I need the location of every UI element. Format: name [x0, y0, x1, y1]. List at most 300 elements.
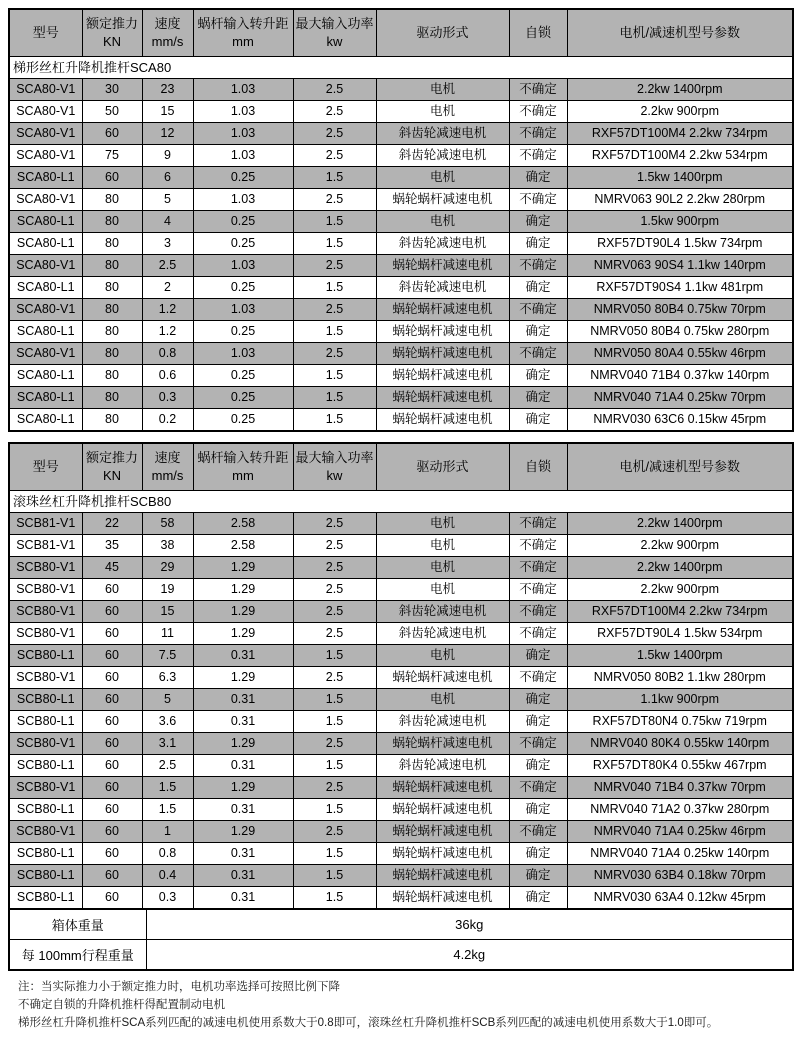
table-cell: 确定: [509, 365, 567, 387]
table-cell: SCA80-V1: [9, 189, 82, 211]
table-cell: SCB80-L1: [9, 865, 82, 887]
table-cell: 0.8: [142, 343, 193, 365]
table-cell: 2.5: [293, 189, 376, 211]
table-cell: 1.2: [142, 299, 193, 321]
table-cell: 确定: [509, 167, 567, 189]
table-cell: SCA80-L1: [9, 233, 82, 255]
table-cell: 电机: [376, 513, 509, 535]
table-cell: 1.5: [293, 865, 376, 887]
table-cell: 不确定: [509, 101, 567, 123]
table-cell: 不确定: [509, 255, 567, 277]
sca80-table-body: [9, 79, 793, 432]
table-cell: 确定: [509, 689, 567, 711]
table-cell: 1.29: [193, 601, 293, 623]
table-cell: 1.03: [193, 299, 293, 321]
table-row: [9, 189, 793, 211]
table-cell: NMRV040 71A2 0.37kw 280rpm: [567, 799, 793, 821]
table-cell: SCA80-V1: [9, 255, 82, 277]
table-row: [9, 387, 793, 409]
column-unit: KN: [102, 34, 122, 49]
table-row: [9, 145, 793, 167]
table-cell: 60: [82, 623, 142, 645]
table-cell: 1.1kw 900rpm: [567, 689, 793, 711]
table-cell: 3: [142, 233, 193, 255]
table-cell: 0.25: [193, 321, 293, 343]
table-cell: 蜗轮蜗杆减速电机: [376, 321, 509, 343]
table-cell: 0.31: [193, 843, 293, 865]
column-header-motor-params: [567, 443, 793, 491]
table-cell: 蜗轮蜗杆减速电机: [376, 667, 509, 689]
table-cell: 2.5: [293, 123, 376, 145]
table-row: [9, 755, 793, 777]
table-cell: 确定: [509, 233, 567, 255]
table-cell: 0.25: [193, 233, 293, 255]
table-cell: 1.03: [193, 101, 293, 123]
table-cell: 80: [82, 255, 142, 277]
column-title: 蜗杆输入转升距: [197, 16, 289, 31]
table-cell: 2.58: [193, 513, 293, 535]
table-cell: 2: [142, 277, 193, 299]
table-cell: 电机: [376, 101, 509, 123]
table-cell: SCA80-L1: [9, 409, 82, 432]
table-cell: 6.3: [142, 667, 193, 689]
column-unit: mm/s: [151, 468, 184, 483]
table-cell: RXF57DT80N4 0.75kw 719rpm: [567, 711, 793, 733]
table-cell: SCA80-L1: [9, 321, 82, 343]
table-cell: 80: [82, 211, 142, 233]
stroke-weight-label: 每 100mm行程重量: [9, 940, 146, 971]
table-row: [9, 909, 793, 940]
table-cell: 60: [82, 579, 142, 601]
column-header-drive-type: [376, 9, 509, 57]
table-row: [9, 557, 793, 579]
table-cell: 斜齿轮减速电机: [376, 145, 509, 167]
table-row: [9, 645, 793, 667]
table-cell: 1.2: [142, 321, 193, 343]
table-cell: 60: [82, 667, 142, 689]
table-cell: 电机: [376, 167, 509, 189]
table-cell: SCA80-V1: [9, 343, 82, 365]
column-unit: mm/s: [151, 34, 184, 49]
table-cell: 5: [142, 689, 193, 711]
column-header-self-lock: [509, 9, 567, 57]
section-title-sca80: 梯形丝杠升降机推杆SCA80: [9, 57, 793, 79]
table-cell: 60: [82, 821, 142, 843]
table-cell: SCB80-L1: [9, 799, 82, 821]
column-title: 电机/减速机型号参数: [619, 25, 741, 40]
column-title: 速度: [154, 16, 181, 31]
table-cell: 19: [142, 579, 193, 601]
table-cell: 3.6: [142, 711, 193, 733]
table-cell: 6: [142, 167, 193, 189]
table-cell: 1.5: [142, 777, 193, 799]
table-cell: 80: [82, 277, 142, 299]
table-cell: 2.5: [142, 255, 193, 277]
table-cell: 斜齿轮减速电机: [376, 755, 509, 777]
table-cell: 60: [82, 887, 142, 910]
table-cell: 蜗轮蜗杆减速电机: [376, 365, 509, 387]
table-cell: 电机: [376, 211, 509, 233]
table-cell: 不确定: [509, 601, 567, 623]
table-cell: 2.5: [293, 557, 376, 579]
table-cell: 电机: [376, 579, 509, 601]
table-cell: 0.3: [142, 887, 193, 910]
column-unit: mm: [232, 468, 254, 483]
table-cell: 确定: [509, 711, 567, 733]
table-cell: 1.5: [293, 409, 376, 432]
table-cell: 2.5: [293, 513, 376, 535]
table-cell: 1.5: [293, 365, 376, 387]
column-header-speed: [142, 9, 193, 57]
column-header-speed: [142, 443, 193, 491]
table-cell: 0.31: [193, 755, 293, 777]
table-cell: NMRV040 71B4 0.37kw 140rpm: [567, 365, 793, 387]
table-row: [9, 821, 793, 843]
table-cell: 2.5: [293, 667, 376, 689]
section-title-scb80: 滚珠丝杠升降机推杆SCB80: [9, 491, 793, 513]
table-cell: 1.5kw 1400rpm: [567, 167, 793, 189]
table-cell: 确定: [509, 865, 567, 887]
table-cell: 0.25: [193, 365, 293, 387]
column-header-worm-lift: [193, 9, 293, 57]
table-cell: 0.31: [193, 689, 293, 711]
table-cell: 60: [82, 689, 142, 711]
table-cell: 60: [82, 645, 142, 667]
table-cell: 1.5: [293, 799, 376, 821]
table-cell: RXF57DT100M4 2.2kw 534rpm: [567, 145, 793, 167]
table-cell: 1.5: [293, 321, 376, 343]
table-cell: 电机: [376, 79, 509, 101]
table-cell: 45: [82, 557, 142, 579]
table-cell: 22: [82, 513, 142, 535]
table-row: [9, 365, 793, 387]
column-header-self-lock: [509, 443, 567, 491]
table-cell: 0.6: [142, 365, 193, 387]
column-title: 型号: [32, 459, 59, 474]
table-cell: 80: [82, 233, 142, 255]
column-title: 速度: [154, 450, 181, 465]
table-cell: 80: [82, 365, 142, 387]
column-header-model: [9, 443, 82, 491]
box-weight-value: 36kg: [146, 909, 793, 940]
table-cell: 2.5: [142, 755, 193, 777]
table-cell: SCB80-V1: [9, 579, 82, 601]
table-cell: 2.2kw 900rpm: [567, 101, 793, 123]
table-cell: 60: [82, 777, 142, 799]
table-cell: 不确定: [509, 299, 567, 321]
table-cell: 0.4: [142, 865, 193, 887]
table-cell: NMRV050 80B4 0.75kw 280rpm: [567, 321, 793, 343]
table-cell: 1.03: [193, 189, 293, 211]
table-cell: 2.5: [293, 623, 376, 645]
table-cell: 1.5kw 1400rpm: [567, 645, 793, 667]
table-cell: 1.29: [193, 777, 293, 799]
table-cell: 2.2kw 1400rpm: [567, 513, 793, 535]
table-row: [9, 321, 793, 343]
column-unit: kw: [326, 34, 343, 49]
table-cell: 1: [142, 821, 193, 843]
table-cell: 电机: [376, 535, 509, 557]
header-row: [9, 443, 793, 491]
table-cell: 2.5: [293, 79, 376, 101]
table-cell: 不确定: [509, 79, 567, 101]
table-cell: 12: [142, 123, 193, 145]
table-cell: SCB81-V1: [9, 513, 82, 535]
table-row: [9, 299, 793, 321]
table-cell: 80: [82, 409, 142, 432]
table-cell: 38: [142, 535, 193, 557]
table-cell: 不确定: [509, 123, 567, 145]
table-row: [9, 579, 793, 601]
table-cell: 2.5: [293, 535, 376, 557]
table-cell: SCB80-L1: [9, 843, 82, 865]
table-row: [9, 799, 793, 821]
table-row: [9, 623, 793, 645]
table-cell: 不确定: [509, 667, 567, 689]
table-row: [9, 865, 793, 887]
column-header-drive-type: [376, 443, 509, 491]
table-cell: 0.25: [193, 387, 293, 409]
table-cell: 0.31: [193, 799, 293, 821]
table-cell: 斜齿轮减速电机: [376, 623, 509, 645]
table-cell: 电机: [376, 645, 509, 667]
column-header-rated-thrust: [82, 9, 142, 57]
table-cell: 不确定: [509, 145, 567, 167]
table-cell: RXF57DT100M4 2.2kw 734rpm: [567, 123, 793, 145]
table-cell: SCB80-V1: [9, 601, 82, 623]
section-title-row: [9, 491, 793, 513]
table-cell: 1.29: [193, 557, 293, 579]
table-cell: 蜗轮蜗杆减速电机: [376, 343, 509, 365]
table-cell: 60: [82, 865, 142, 887]
table-cell: 2.5: [293, 601, 376, 623]
table-cell: 75: [82, 145, 142, 167]
table-cell: 确定: [509, 211, 567, 233]
table-cell: SCA80-L1: [9, 387, 82, 409]
table-cell: 确定: [509, 887, 567, 910]
table-cell: 不确定: [509, 343, 567, 365]
column-title: 额定推力: [85, 450, 138, 465]
table-cell: 不确定: [509, 557, 567, 579]
table-cell: 29: [142, 557, 193, 579]
table-cell: RXF57DT90L4 1.5kw 734rpm: [567, 233, 793, 255]
table-row: [9, 101, 793, 123]
table-cell: SCB80-L1: [9, 711, 82, 733]
table-cell: 1.29: [193, 821, 293, 843]
table-cell: 2.5: [293, 343, 376, 365]
table-cell: 0.8: [142, 843, 193, 865]
table-cell: 蜗轮蜗杆减速电机: [376, 887, 509, 910]
table-cell: SCA80-L1: [9, 365, 82, 387]
table-cell: 2.2kw 1400rpm: [567, 557, 793, 579]
table-cell: 0.3: [142, 387, 193, 409]
table-cell: 确定: [509, 843, 567, 865]
table-cell: 2.2kw 1400rpm: [567, 79, 793, 101]
table-row: [9, 667, 793, 689]
table-cell: 蜗轮蜗杆减速电机: [376, 189, 509, 211]
table-cell: 60: [82, 733, 142, 755]
table-cell: 1.29: [193, 667, 293, 689]
table-cell: NMRV030 63B4 0.18kw 70rpm: [567, 865, 793, 887]
table-cell: 1.5: [293, 689, 376, 711]
table-cell: 2.5: [293, 101, 376, 123]
table-cell: SCB80-V1: [9, 777, 82, 799]
table-cell: NMRV040 80K4 0.55kw 140rpm: [567, 733, 793, 755]
table-cell: RXF57DT80K4 0.55kw 467rpm: [567, 755, 793, 777]
table-cell: 1.03: [193, 343, 293, 365]
table-cell: 58: [142, 513, 193, 535]
table-row: [9, 211, 793, 233]
table-cell: 30: [82, 79, 142, 101]
table-cell: 1.5: [142, 799, 193, 821]
table-cell: 1.03: [193, 123, 293, 145]
table-row: [9, 255, 793, 277]
column-unit: KN: [102, 468, 122, 483]
table-cell: 斜齿轮减速电机: [376, 123, 509, 145]
note-line-3: 梯形丝杠升降机推杆SCA系列匹配的减速电机使用系数大于0.8即可，滚珠丝杠升降机推杆SCB系列匹配的减速电机使用系数大于1.0即可。: [18, 1017, 719, 1029]
table-cell: NMRV063 90L2 2.2kw 280rpm: [567, 189, 793, 211]
table-cell: SCB80-V1: [9, 667, 82, 689]
note-line-2: 不确定自锁的升降机推杆得配置制动电机: [18, 999, 225, 1011]
table-row: [9, 343, 793, 365]
table-cell: SCB80-L1: [9, 645, 82, 667]
column-title: 额定推力: [85, 16, 138, 31]
table-cell: 1.29: [193, 579, 293, 601]
table-cell: 2.5: [293, 255, 376, 277]
table-cell: 确定: [509, 409, 567, 432]
column-title: 自锁: [524, 459, 551, 474]
table-cell: 2.5: [293, 777, 376, 799]
table-cell: 1.5: [293, 211, 376, 233]
table-cell: SCA80-L1: [9, 167, 82, 189]
table-cell: 7.5: [142, 645, 193, 667]
table-cell: 不确定: [509, 821, 567, 843]
table-cell: 60: [82, 799, 142, 821]
table-cell: 80: [82, 343, 142, 365]
stroke-weight-value: 4.2kg: [146, 940, 793, 971]
column-title: 驱动形式: [416, 459, 469, 474]
table-cell: 0.25: [193, 277, 293, 299]
table-cell: 0.31: [193, 645, 293, 667]
column-title: 型号: [32, 25, 59, 40]
table-cell: 2.5: [293, 579, 376, 601]
table-cell: 15: [142, 601, 193, 623]
table-row: [9, 513, 793, 535]
column-header-max-power: [293, 443, 376, 491]
table-cell: 60: [82, 601, 142, 623]
table-cell: 1.5: [293, 887, 376, 910]
table-cell: SCB80-L1: [9, 887, 82, 910]
table-cell: RXF57DT90L4 1.5kw 534rpm: [567, 623, 793, 645]
table-cell: 11: [142, 623, 193, 645]
table-cell: 确定: [509, 645, 567, 667]
table-cell: 蜗轮蜗杆减速电机: [376, 777, 509, 799]
table-cell: 23: [142, 79, 193, 101]
table-cell: 1.5: [293, 645, 376, 667]
column-title: 电机/减速机型号参数: [619, 459, 741, 474]
table-cell: SCB81-V1: [9, 535, 82, 557]
table-row: [9, 277, 793, 299]
table-cell: 确定: [509, 387, 567, 409]
header-row: [9, 9, 793, 57]
scb80-table-body: [9, 513, 793, 910]
table-cell: SCA80-L1: [9, 211, 82, 233]
table-row: [9, 940, 793, 971]
table-cell: SCA80-V1: [9, 145, 82, 167]
table-cell: 不确定: [509, 579, 567, 601]
table-cell: SCB80-V1: [9, 557, 82, 579]
section-title-row: [9, 57, 793, 79]
table-cell: 1.03: [193, 145, 293, 167]
table-cell: NMRV040 71A4 0.25kw 46rpm: [567, 821, 793, 843]
table-cell: 2.5: [293, 821, 376, 843]
column-title: 驱动形式: [416, 25, 469, 40]
column-header-motor-params: [567, 9, 793, 57]
table-cell: 不确定: [509, 513, 567, 535]
table-cell: 1.29: [193, 623, 293, 645]
table-cell: 60: [82, 123, 142, 145]
table-cell: SCB80-V1: [9, 623, 82, 645]
table-cell: RXF57DT100M4 2.2kw 734rpm: [567, 601, 793, 623]
table-row: [9, 167, 793, 189]
table-cell: SCA80-L1: [9, 277, 82, 299]
table-row: [9, 601, 793, 623]
table-cell: 0.25: [193, 409, 293, 432]
column-unit: kw: [326, 468, 343, 483]
table-cell: 0.31: [193, 711, 293, 733]
table-cell: NMRV050 80B4 0.75kw 70rpm: [567, 299, 793, 321]
table-cell: SCB80-L1: [9, 689, 82, 711]
table-cell: 1.5kw 900rpm: [567, 211, 793, 233]
table-cell: 60: [82, 755, 142, 777]
table-cell: SCB80-L1: [9, 755, 82, 777]
table-cell: 确定: [509, 755, 567, 777]
spec-table-scb80: [8, 442, 794, 910]
table-cell: NMRV030 63C6 0.15kw 45rpm: [567, 409, 793, 432]
table-cell: NMRV040 71A4 0.25kw 140rpm: [567, 843, 793, 865]
table-cell: 1.5: [293, 387, 376, 409]
table-cell: 80: [82, 321, 142, 343]
table-cell: 1.5: [293, 167, 376, 189]
table-cell: 1.03: [193, 79, 293, 101]
table-cell: 50: [82, 101, 142, 123]
table-cell: 2.5: [293, 145, 376, 167]
table-cell: SCA80-V1: [9, 79, 82, 101]
table-row: [9, 777, 793, 799]
table-cell: SCA80-V1: [9, 299, 82, 321]
table-cell: 5: [142, 189, 193, 211]
table-cell: 15: [142, 101, 193, 123]
table-cell: 4: [142, 211, 193, 233]
table-row: [9, 79, 793, 101]
table-cell: 蜗轮蜗杆减速电机: [376, 299, 509, 321]
table-row: [9, 233, 793, 255]
table-cell: 不确定: [509, 535, 567, 557]
table-cell: 斜齿轮减速电机: [376, 277, 509, 299]
table-cell: SCA80-V1: [9, 123, 82, 145]
table-row: [9, 843, 793, 865]
table-cell: 2.2kw 900rpm: [567, 535, 793, 557]
table-cell: 斜齿轮减速电机: [376, 711, 509, 733]
table-row: [9, 733, 793, 755]
table-cell: 60: [82, 167, 142, 189]
table-row: [9, 887, 793, 910]
table-cell: 0.2: [142, 409, 193, 432]
table-cell: 1.29: [193, 733, 293, 755]
table-cell: RXF57DT90S4 1.1kw 481rpm: [567, 277, 793, 299]
column-header-model: [9, 9, 82, 57]
box-weight-label: 箱体重量: [9, 909, 146, 940]
